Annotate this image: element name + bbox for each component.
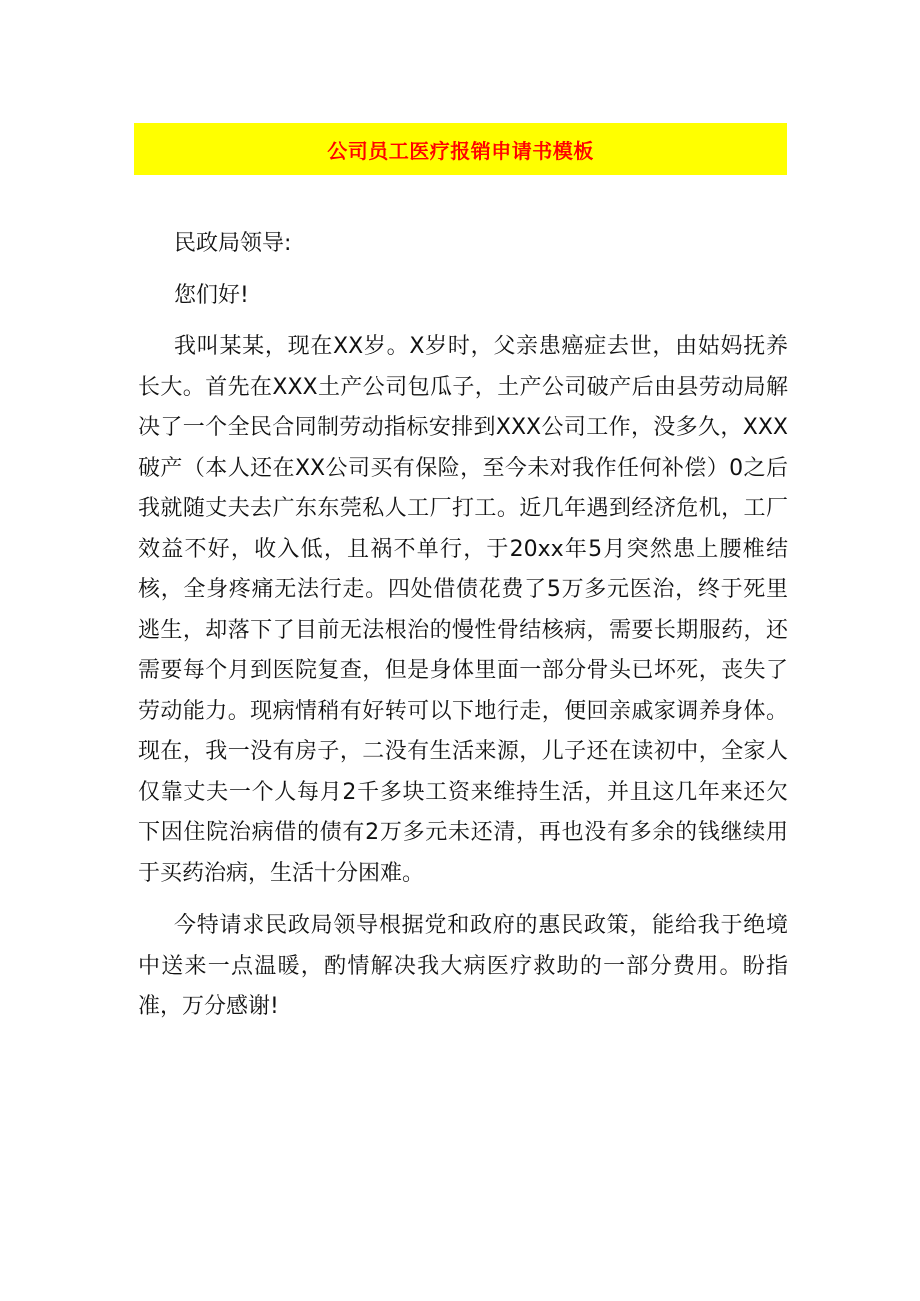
paragraph-request: 今特请求民政局领导根据党和政府的惠民政策，能给我于绝境中送来一点温暖，酌情解决我大病医疗救助的一部分费用。盼指准，万分感谢! (138, 913, 788, 1019)
document-title: 公司员工医疗报销申请书模板 (327, 138, 594, 163)
salutation: 民政局领导: (174, 231, 292, 256)
greeting: 您们好! (174, 282, 249, 308)
letter-body (138, 224, 788, 1028)
title-banner (134, 123, 787, 175)
paragraph-background: 我叫某某，现在XX岁。X岁时，父亲患癌症去世，由姑妈抚养长大。首先在XXX土产公司包瓜子，土产公司破产后由县劳动局解决了一个全民合同制劳动指标安排到XXX公司工作，没多久，XXX破产（本人还在XX公司买有保险，至今未对我作任何补偿）0之后我就随丈夫去广东东莞私人工厂打工。近几年遇到经济危机，工厂效益不好，收入低，且祸不单行，于20xx年5月突然患上腰椎结核，全身疼痛无法行走。四处借债花费了5万多元医治，终于死里逃生，却落下了目前无法根治的慢性骨结核病，需要长期服药，还需要每个月到医院复查，但是身体里面一部分骨头已坏死，丧失了劳动能力。现病情稍有好转可以下地行走，便回亲戚家调养身体。现在，我一没有房子，二没有生活来源，儿子还在读初中，全家人仅靠丈夫一个人每月2千多块工资来维持生活，并且这几年来还欠下因住院治病借的债有2万多元未还清，再也没有多余的钱继续用于买药治病，生活十分困难。 (138, 334, 788, 886)
